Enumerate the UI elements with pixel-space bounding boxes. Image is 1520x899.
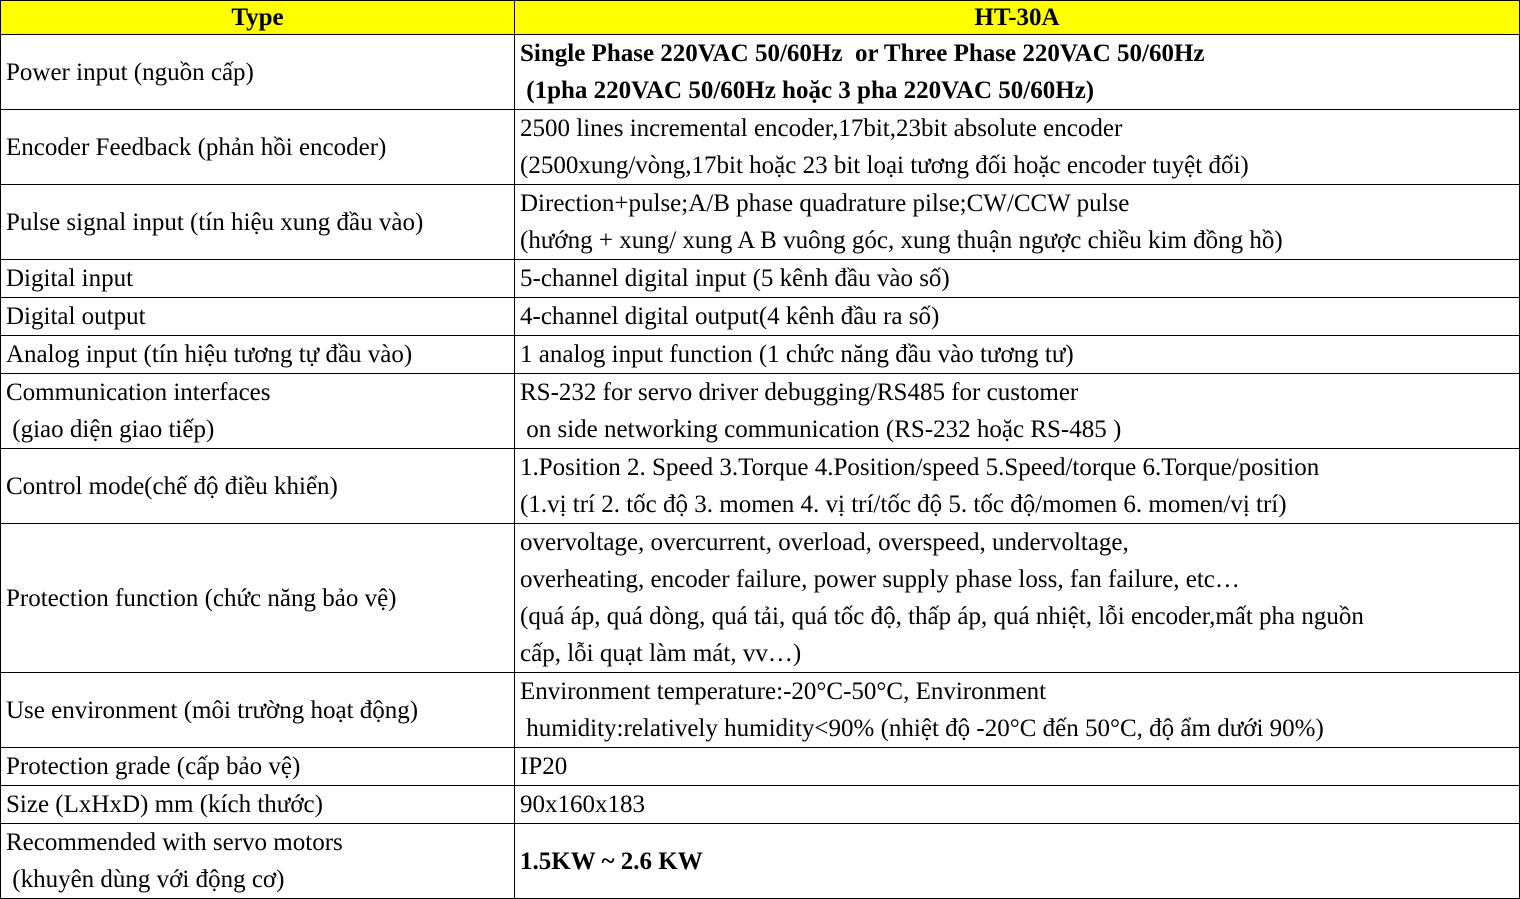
value-line: 4-channel digital output(4 kênh đầu ra số) (520, 303, 940, 330)
value-cell (515, 374, 1520, 449)
value-cell (515, 185, 1520, 260)
value-cell (515, 336, 1520, 374)
header-row (1, 1, 1520, 35)
value-line: RS-232 for servo driver debugging/RS485 for customer (520, 379, 1079, 406)
value-cell (515, 449, 1520, 524)
value-line: cấp, lỗi quạt làm mát, vv…) (520, 640, 802, 667)
row-analog-input (1, 336, 1520, 374)
label-line: Analog input (tín hiệu tương tự đầu vào) (6, 341, 413, 368)
row-digital-input (1, 260, 1520, 298)
value-line: 1 analog input function (1 chức năng đầu vào tương tư) (520, 341, 1074, 368)
label-cell (1, 824, 515, 899)
value-line: (2500xung/vòng,17bit hoặc 23 bit loại tương đối hoặc encoder tuyệt đối) (520, 152, 1249, 179)
label-line: Recommended with servo motors (6, 829, 343, 856)
value-cell (515, 110, 1520, 185)
value-cell (515, 824, 1520, 899)
label-cell (1, 748, 515, 786)
row-encoder-feedback (1, 110, 1520, 185)
row-protection-function (1, 524, 1520, 673)
value-line: Single Phase 220VAC 50/60Hz or Three Phase 220VAC 50/60Hz (520, 40, 1205, 67)
value-cell (515, 673, 1520, 748)
value-line: overvoltage, overcurrent, overload, overspeed, undervoltage, (520, 529, 1129, 556)
label-line: Encoder Feedback (phản hồi encoder) (6, 133, 387, 161)
value-line: (1.vị trí 2. tốc độ 3. momen 4. vị trí/tốc độ 5. tốc độ/momen 6. momen/vị trí) (520, 491, 1287, 518)
value-line: 90x160x183 (520, 791, 645, 818)
label-cell (1, 185, 515, 260)
value-cell (515, 748, 1520, 786)
label-line: Digital input (6, 265, 134, 292)
label-cell (1, 35, 515, 110)
value-cell (515, 524, 1520, 673)
label-line: Pulse signal input (tín hiệu xung đầu vào) (6, 208, 424, 236)
value-line: 1.Position 2. Speed 3.Torque 4.Position/speed 5.Speed/torque 6.Torque/position (520, 454, 1320, 481)
row-recommended-motors (1, 824, 1520, 899)
model-header: HT-30A (515, 1, 1520, 35)
value-line: Environment temperature:-20°C-50°C, Environment (520, 678, 1047, 705)
label-cell (1, 524, 515, 673)
label-line: Protection function (chức năng bảo vệ) (6, 584, 397, 612)
row-size (1, 786, 1520, 824)
label-line: Digital output (6, 303, 146, 330)
row-communication-interfaces (1, 374, 1520, 449)
value-line: on side networking communication (RS-232 hoặc RS-485 ) (520, 416, 1122, 443)
value-line: (1pha 220VAC 50/60Hz hoặc 3 pha 220VAC 50/60Hz) (520, 77, 1095, 104)
row-power-input (1, 35, 1520, 110)
value-line: 2500 lines incremental encoder,17bit,23bit absolute encoder (520, 115, 1123, 142)
label-line: (giao diện giao tiếp) (6, 416, 215, 443)
value-line: humidity:relatively humidity<90% (nhiệt độ -20°C đến 50°C, độ ẩm dưới 90%) (520, 715, 1324, 742)
value-line: 1.5KW ~ 2.6 KW (520, 847, 703, 875)
label-line: Control mode(chế độ điều khiển) (6, 472, 338, 500)
label-line: Power input (nguồn cấp) (6, 58, 254, 86)
label-cell (1, 786, 515, 824)
row-digital-output (1, 298, 1520, 336)
value-cell (515, 35, 1520, 110)
value-cell (515, 786, 1520, 824)
label-cell (1, 673, 515, 748)
label-cell (1, 298, 515, 336)
row-protection-grade (1, 748, 1520, 786)
row-control-mode (1, 449, 1520, 524)
label-line: Use environment (môi trường hoạt động) (6, 696, 419, 724)
row-pulse-signal-input (1, 185, 1520, 260)
row-use-environment (1, 673, 1520, 748)
label-line: Size (LxHxD) mm (kích thước) (6, 791, 323, 818)
value-cell (515, 298, 1520, 336)
label-cell (1, 260, 515, 298)
value-line: Direction+pulse;A/B phase quadrature pilse;CW/CCW pulse (520, 190, 1130, 217)
label-cell (1, 110, 515, 185)
label-line: (khuyên dùng với động cơ) (6, 866, 285, 893)
value-line: (hướng + xung/ xung A B vuông góc, xung thuận ngược chiều kim đồng hồ) (520, 227, 1283, 254)
value-line: overheating, encoder failure, power supply phase loss, fan failure, etc… (520, 566, 1240, 593)
label-cell (1, 374, 515, 449)
label-cell (1, 449, 515, 524)
value-cell (515, 260, 1520, 298)
value-line: 5-channel digital input (5 kênh đầu vào số) (520, 265, 950, 292)
label-cell (1, 336, 515, 374)
type-header: Type (1, 1, 515, 35)
label-line: Protection grade (cấp bảo vệ) (6, 753, 301, 780)
value-line: (quá áp, quá dòng, quá tải, quá tốc độ, thấp áp, quá nhiệt, lỗi encoder,mất pha nguồn (520, 603, 1364, 630)
label-line: Communication interfaces (6, 379, 271, 406)
value-line: IP20 (520, 753, 568, 780)
